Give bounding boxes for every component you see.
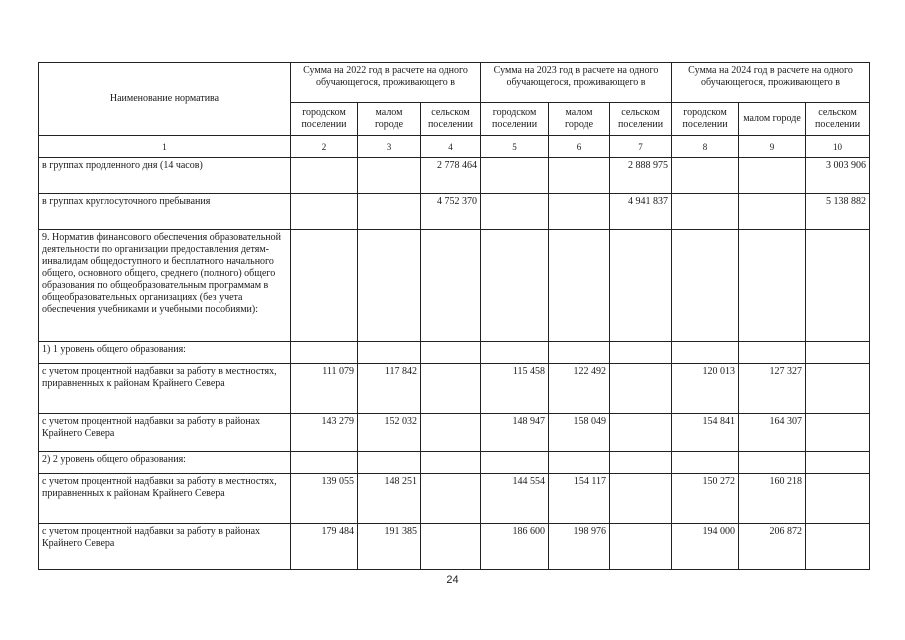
header-year-2024: Сумма на 2024 год в расчете на одного обучающегося, проживающего в <box>672 63 870 103</box>
row-name: 9. Норматив финансового обеспечения образовательной деятельности по организации предоставления детям-инвалидам общедоступного и бесплатного начального общего, основного общего, среднего (полного) общего образования по общеобразовательным программам в общеобразовательных организациях (без учета обеспечения учебниками и учебными пособиями): <box>39 230 291 342</box>
table-row <box>39 524 870 570</box>
row-value: 160 218 <box>739 474 806 524</box>
row-value: 139 055 <box>291 474 358 524</box>
row-value <box>549 342 610 364</box>
header-sub-urban: городском поселении <box>672 103 739 136</box>
column-number: 8 <box>672 136 739 158</box>
row-value: 2 778 464 <box>421 158 481 194</box>
row-value: 120 013 <box>672 364 739 414</box>
row-value: 179 484 <box>291 524 358 570</box>
row-value <box>806 474 870 524</box>
table-row <box>39 194 870 230</box>
row-value <box>610 230 672 342</box>
row-value <box>806 414 870 452</box>
row-value <box>421 230 481 342</box>
row-value <box>806 524 870 570</box>
row-value <box>481 452 549 474</box>
row-value: 127 327 <box>739 364 806 414</box>
table-row <box>39 158 870 194</box>
row-name: в группах круглосуточного пребывания <box>39 194 291 230</box>
row-value: 4 941 837 <box>610 194 672 230</box>
row-value <box>421 524 481 570</box>
header-sub-rural: сельском поселении <box>421 103 481 136</box>
row-value: 3 003 906 <box>806 158 870 194</box>
row-value <box>291 452 358 474</box>
row-value <box>549 158 610 194</box>
row-value: 144 554 <box>481 474 549 524</box>
row-value: 115 458 <box>481 364 549 414</box>
column-number: 1 <box>39 136 291 158</box>
row-name: 2) 2 уровень общего образования: <box>39 452 291 474</box>
row-value: 148 251 <box>358 474 421 524</box>
row-value <box>739 230 806 342</box>
row-value <box>806 230 870 342</box>
row-value <box>610 524 672 570</box>
table-row <box>39 452 870 474</box>
row-value <box>549 452 610 474</box>
column-number: 3 <box>358 136 421 158</box>
column-number: 9 <box>739 136 806 158</box>
row-value <box>739 194 806 230</box>
row-value: 164 307 <box>739 414 806 452</box>
row-value <box>672 158 739 194</box>
header-year-2022: Сумма на 2022 год в расчете на одного обучающегося, проживающего в <box>291 63 481 103</box>
row-value <box>610 342 672 364</box>
row-value: 111 079 <box>291 364 358 414</box>
row-value: 148 947 <box>481 414 549 452</box>
row-value <box>739 158 806 194</box>
row-name: 1) 1 уровень общего образования: <box>39 342 291 364</box>
row-name: с учетом процентной надбавки за работу в местностях, приравненных к районам Крайнего Севера <box>39 364 291 414</box>
row-value <box>358 230 421 342</box>
row-value <box>481 194 549 230</box>
row-value: 206 872 <box>739 524 806 570</box>
row-value: 4 752 370 <box>421 194 481 230</box>
normatives-table <box>38 62 870 570</box>
row-value <box>291 342 358 364</box>
row-value: 186 600 <box>481 524 549 570</box>
row-value <box>358 342 421 364</box>
row-value <box>291 230 358 342</box>
column-number: 2 <box>291 136 358 158</box>
row-value: 117 842 <box>358 364 421 414</box>
row-value: 5 138 882 <box>806 194 870 230</box>
table-row <box>39 230 870 342</box>
header-sub-small-town: малом городе <box>739 103 806 136</box>
column-number: 10 <box>806 136 870 158</box>
table-row <box>39 364 870 414</box>
row-value <box>610 364 672 414</box>
row-value <box>481 230 549 342</box>
row-value <box>806 364 870 414</box>
row-value <box>421 414 481 452</box>
row-value: 143 279 <box>291 414 358 452</box>
row-value <box>739 452 806 474</box>
row-value: 2 888 975 <box>610 158 672 194</box>
row-value <box>806 342 870 364</box>
row-name: с учетом процентной надбавки за работу в районах Крайнего Севера <box>39 524 291 570</box>
header-name-column: Наименование норматива <box>39 63 291 136</box>
row-value <box>291 194 358 230</box>
row-value <box>672 230 739 342</box>
row-value: 152 032 <box>358 414 421 452</box>
column-numbers-row <box>39 136 870 158</box>
row-value: 191 385 <box>358 524 421 570</box>
row-value <box>421 364 481 414</box>
row-value <box>358 194 421 230</box>
column-number: 4 <box>421 136 481 158</box>
row-value <box>358 158 421 194</box>
row-value: 150 272 <box>672 474 739 524</box>
header-sub-small-town: малом городе <box>549 103 610 136</box>
row-value <box>291 158 358 194</box>
row-value: 194 000 <box>672 524 739 570</box>
row-value <box>481 158 549 194</box>
row-value <box>481 342 549 364</box>
header-sub-small-town: малом городе <box>358 103 421 136</box>
row-value <box>672 342 739 364</box>
table-row <box>39 474 870 524</box>
row-value <box>421 342 481 364</box>
row-value: 154 841 <box>672 414 739 452</box>
row-value <box>421 474 481 524</box>
header-sub-urban: городском поселении <box>481 103 549 136</box>
row-value <box>610 414 672 452</box>
row-name: с учетом процентной надбавки за работу в местностях, приравненных к районам Крайнего Севера <box>39 474 291 524</box>
page-number: 24 <box>446 574 459 586</box>
row-value <box>739 342 806 364</box>
header-sub-urban: городском поселении <box>291 103 358 136</box>
row-value <box>672 194 739 230</box>
row-value <box>358 452 421 474</box>
row-value: 198 976 <box>549 524 610 570</box>
header-year-2023: Сумма на 2023 год в расчете на одного обучающегося, проживающего в <box>481 63 672 103</box>
row-name: в группах продленного дня (14 часов) <box>39 158 291 194</box>
row-value <box>610 474 672 524</box>
row-value <box>806 452 870 474</box>
header-sub-rural: сельском поселении <box>806 103 870 136</box>
header-sub-rural: сельском поселении <box>610 103 672 136</box>
row-value <box>549 194 610 230</box>
row-value <box>549 230 610 342</box>
column-number: 5 <box>481 136 549 158</box>
row-value: 154 117 <box>549 474 610 524</box>
table-body <box>39 158 870 570</box>
table-row <box>39 414 870 452</box>
row-value: 122 492 <box>549 364 610 414</box>
column-number: 7 <box>610 136 672 158</box>
row-value <box>672 452 739 474</box>
row-value <box>421 452 481 474</box>
row-value: 158 049 <box>549 414 610 452</box>
table-row <box>39 342 870 364</box>
row-value <box>610 452 672 474</box>
row-name: с учетом процентной надбавки за работу в районах Крайнего Севера <box>39 414 291 452</box>
column-number: 6 <box>549 136 610 158</box>
